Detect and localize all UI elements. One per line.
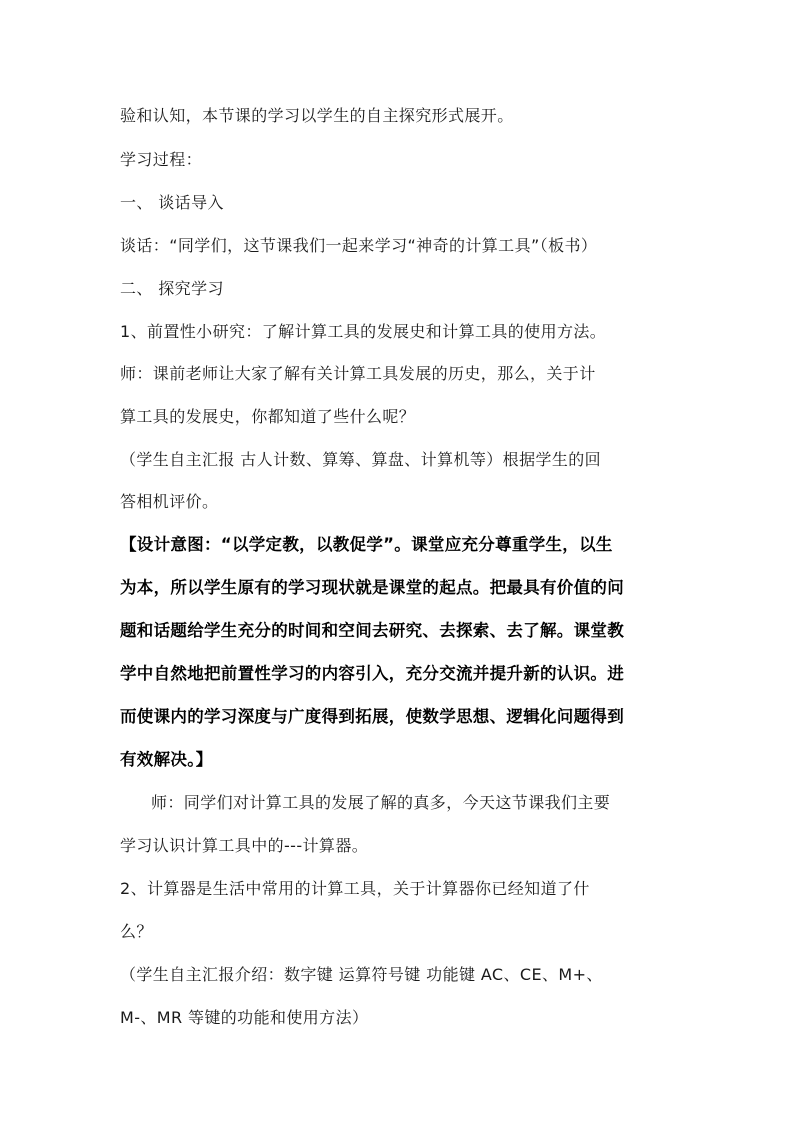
section-heading: 一、 谈话导入	[120, 193, 224, 212]
text-line: 1、前置性小研究：了解计算工具的发展史和计算工具的使用方法。	[120, 322, 607, 341]
text-line: M-、MR 等键的功能和使用方法）	[120, 1008, 369, 1027]
text-line: 答相机评价。	[120, 492, 219, 511]
text-line: 么？	[120, 922, 153, 941]
text-line: 师：同学们对计算工具的发展了解的真多，今天这节课我们主要	[151, 793, 611, 812]
text-line: 师：课前老师让大家了解有关计算工具发展的历史，那么，关于计	[120, 364, 596, 383]
design-intent-text: 而使课内的学习深度与广度得到拓展，使数学思想、逻辑化问题得到	[120, 707, 624, 726]
design-intent-text: 有效解决。】	[120, 750, 213, 769]
text-line: 学习认识计算工具中的---计算器。	[120, 836, 369, 855]
text-line: 算工具的发展史，你都知道了些什么呢？	[120, 407, 416, 426]
text-line: 谈话：“同学们，这节课我们一起来学习“神奇的计算工具”（板书）	[120, 236, 598, 255]
section-heading: 二、 探究学习	[120, 279, 224, 298]
design-intent-text: 题和话题给学生充分的时间和空间去研究、去探索、去了解。课堂教	[120, 621, 624, 640]
text-line: 2、计算器是生活中常用的计算工具，关于计算器你已经知道了什	[120, 879, 590, 898]
design-intent-text: 【设计意图：“以学定教，以教促学”。课堂应充分尊重学生，以生	[120, 535, 613, 554]
design-intent-text: 为本，所以学生原有的学习现状就是课堂的起点。把最具有价值的问	[120, 578, 624, 597]
text-line: 验和认知，本节课的学习以学生的自主探究形式展开。	[120, 106, 514, 125]
section-heading: 学习过程：	[120, 150, 203, 169]
design-intent-text: 学中自然地把前置性学习的内容引入，充分交流并提升新的认识。进	[120, 664, 624, 683]
text-line: （学生自主汇报 古人计数、算筹、算盘、计算机等）根据学生的回	[120, 450, 602, 469]
text-line: （学生自主汇报介绍：数字键 运算符号键 功能键 AC、CE、M+、	[120, 965, 603, 984]
